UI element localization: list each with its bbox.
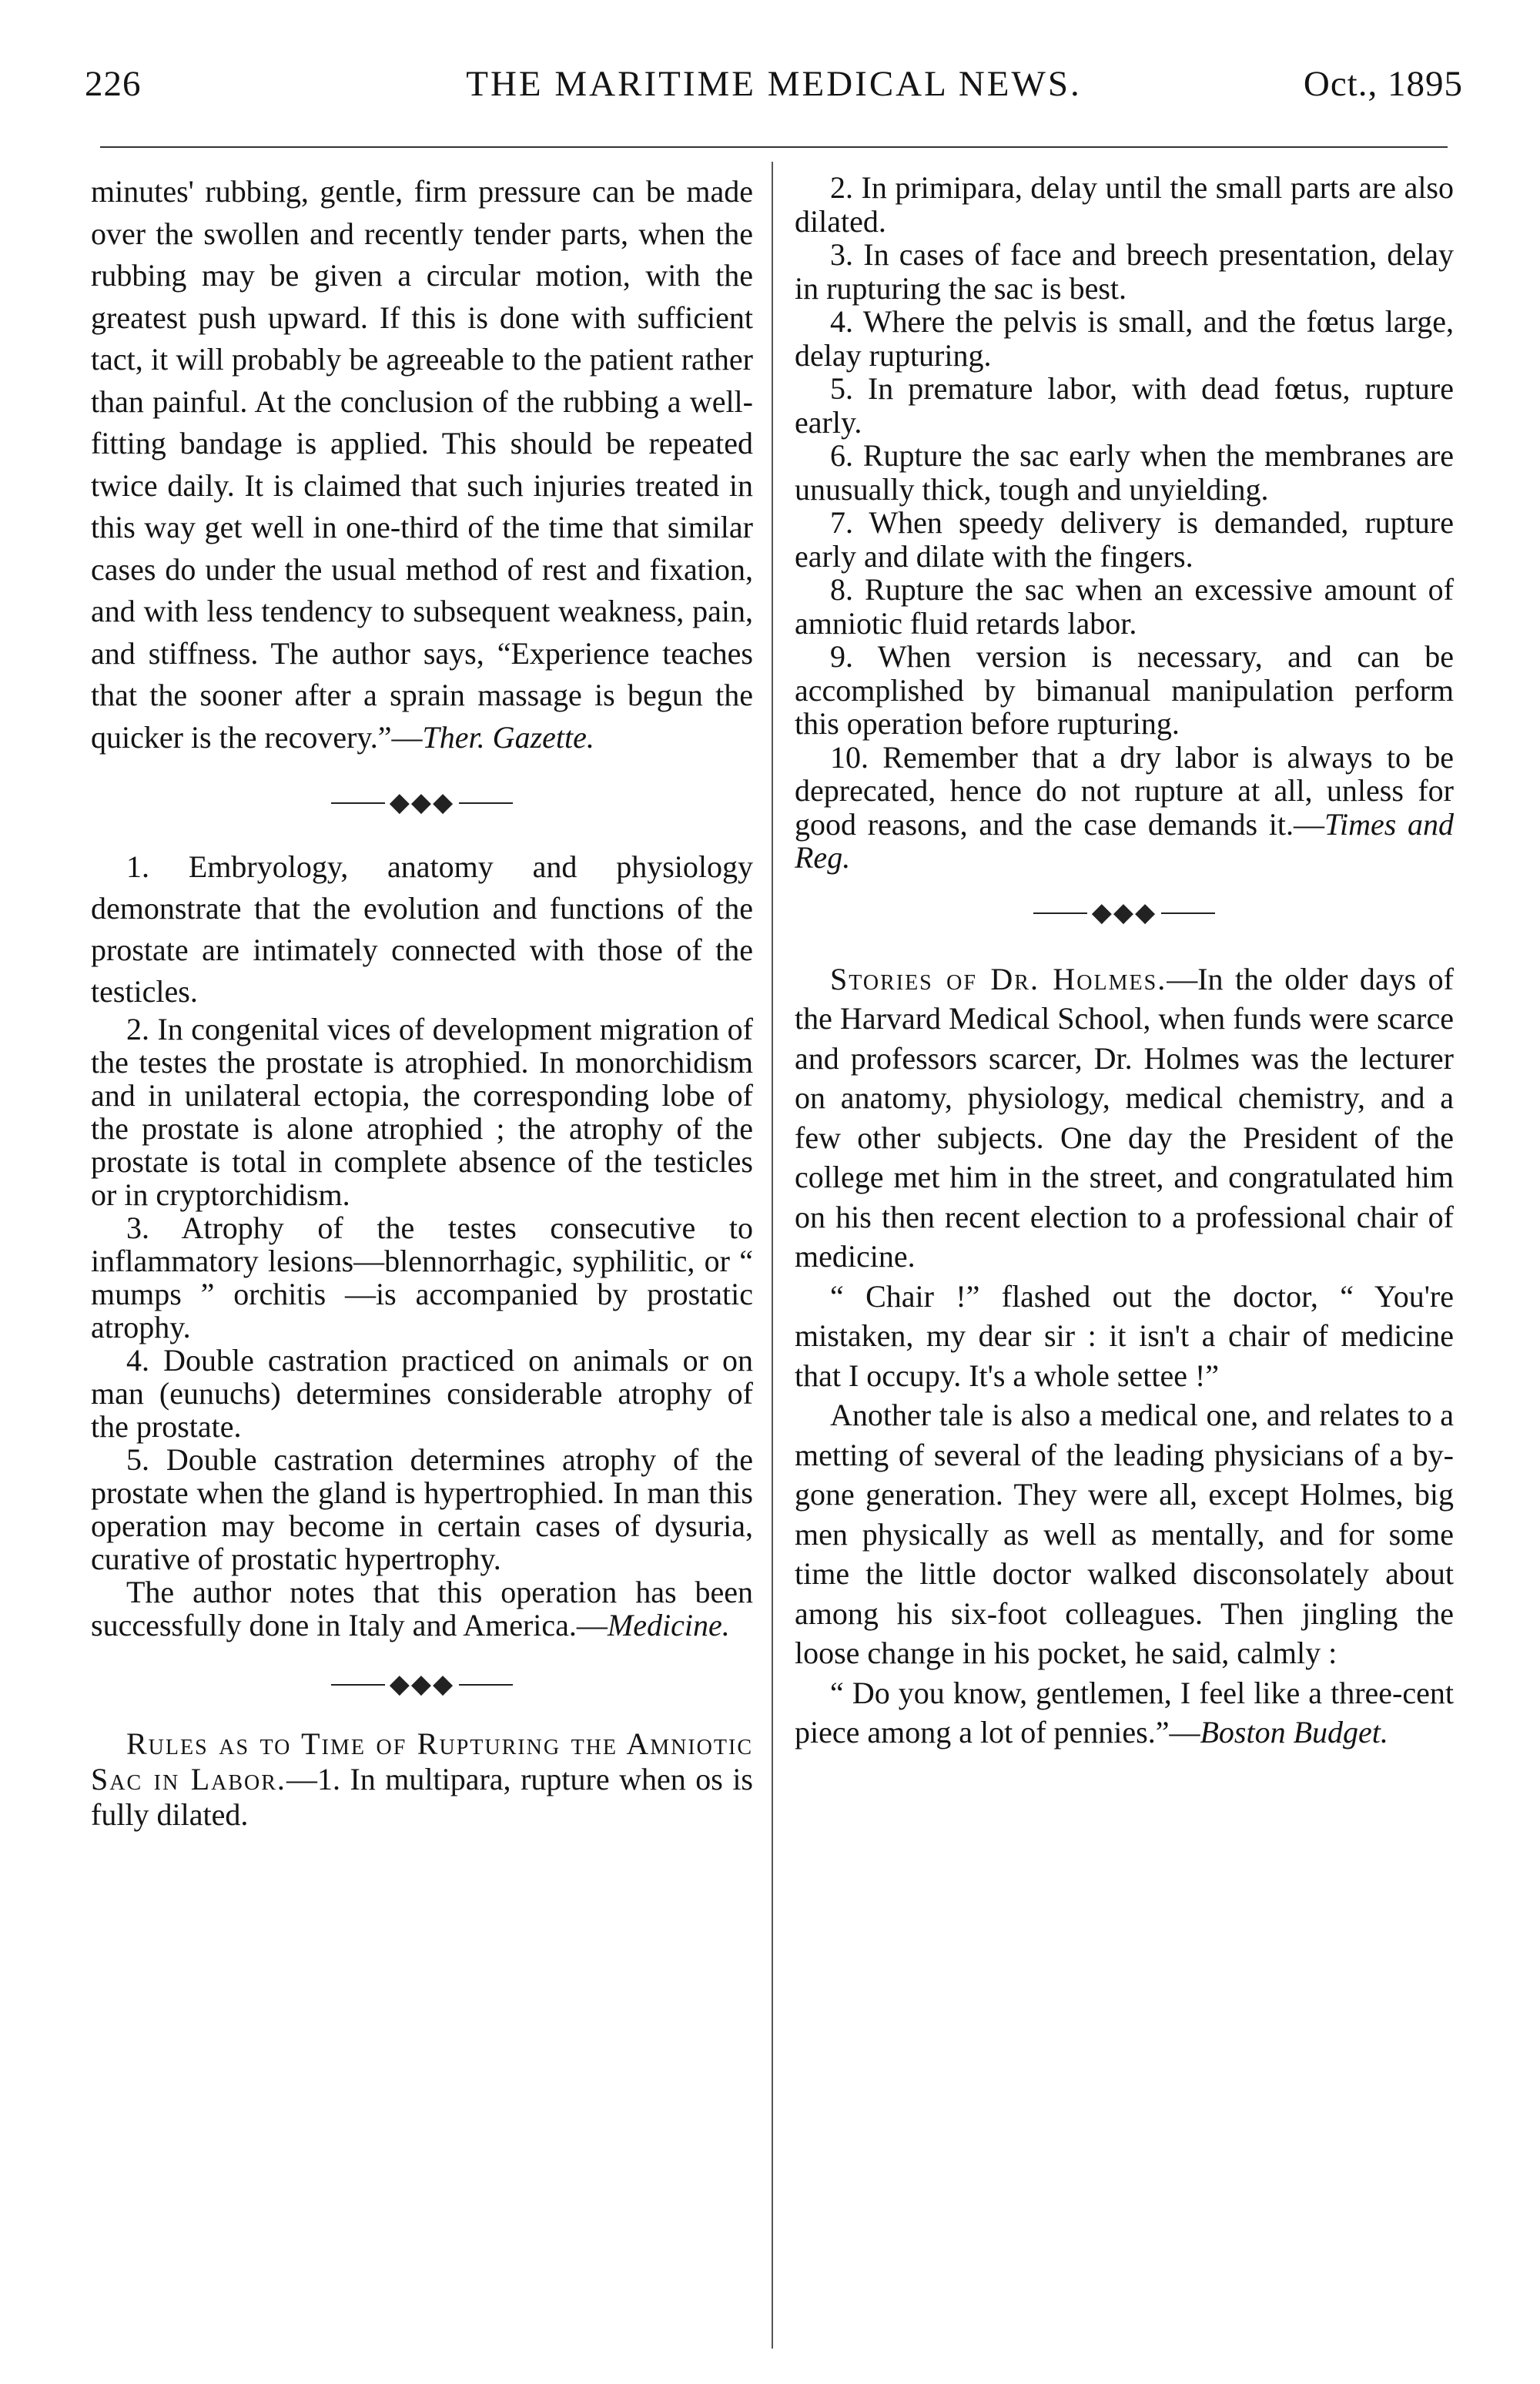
massage-paragraph bbox=[91, 171, 753, 758]
page-header bbox=[85, 63, 1463, 122]
prostate-item: 5. Double castration determines atrophy of the prostate when the gland is hypertrophied. In man this operation may become in certain cases of dysuria, curative of prostatic hypertrophy. bbox=[91, 1442, 753, 1577]
rules-item-text: 10. Remember that a dry labor is always to be deprecated, hence do not rupture at all, unless for good reasons, and the case demands it.— bbox=[795, 739, 1454, 842]
rules-intro-paragraph bbox=[91, 1726, 753, 1833]
rules-item: 5. In premature labor, with dead fœtus, rupture early. bbox=[795, 371, 1454, 440]
rules-heading: Rules as to Time of Rupturing the Amniotic Sac in Labor. bbox=[91, 1726, 753, 1797]
holmes-article bbox=[795, 959, 1454, 1753]
holmes-punchline: “ Do you know, gentlemen, I feel like a three-cent piece among a lot of pennies.”— bbox=[795, 1675, 1454, 1750]
holmes-punchline-paragraph bbox=[795, 1673, 1454, 1753]
holmes-intro-paragraph bbox=[795, 959, 1454, 1277]
right-column bbox=[795, 171, 1454, 1753]
prostate-item: 3. Atrophy of the testes consecutive to inflammatory lesions—blennorrhagic, syphilitic, or “ mumps ” orchitis —is accompanied by prostatic atrophy. bbox=[91, 1210, 753, 1345]
rules-citation: Times and Reg. bbox=[795, 806, 1454, 875]
rules-item: 7. When speedy delivery is demanded, rupture early and dilate with the fingers. bbox=[795, 505, 1454, 574]
holmes-intro-text: —In the older days of the Harvard Medical School, when funds were scarce and professors scarcer, Dr. Holmes was the lecturer on anatomy, physiology, medical chemistry, and a few other subjects. One day the President of the college met him in the street, and congratulated him on his then recent election to a professional chair of medicine. bbox=[795, 961, 1455, 1274]
rules-item: 4. Where the pelvis is small, and the fœtus large, delay rupturing. bbox=[795, 304, 1454, 373]
rules-item-1: —1. In multipara, rupture when os is fully dilated. bbox=[91, 1762, 753, 1833]
rules-item: 6. Rupture the sac early when the membranes are unusually thick, tough and unyielding. bbox=[795, 438, 1454, 507]
section-ornament: ◆◆◆ bbox=[795, 896, 1454, 929]
massage-article bbox=[91, 171, 753, 758]
issue-date: Oct., 1895 bbox=[1303, 64, 1463, 104]
rules-article-start bbox=[91, 1726, 753, 1833]
massage-citation: Ther. Gazette. bbox=[422, 719, 594, 755]
prostate-item: 2. In congenital vices of development migration of the testes the prostate is atrophied. In monorchidism and in unilateral ectopia, the corresponding lobe of the prostate is alone atrophied ; the atrophy of the prostate is total in complete absence of the testicles or in cryptorchidism. bbox=[91, 1012, 753, 1213]
prostate-citation: Medicine. bbox=[607, 1608, 730, 1643]
prostate-item: 1. Embryology, anatomy and physiology demonstrate that the evolution and functions of the prostate are intimately connected with those of the testicles. bbox=[91, 849, 753, 1010]
massage-text: minutes' rubbing, gentle, firm pressure can be made over the swollen and recently tender parts, when the rubbing may be given a circular motion, with the greatest push upward. If this is done with sufficient tact, it will probably be agreeable to the patient rather than painful. At the conclusion of the rubbing a well-fitting bandage is applied. This should be repeated twice daily. It is claimed that such injuries treated in this way get well in one-third of the time that similar cases do under the usual method of rest and fixation, and with less tendency to subsequent weakness, pain, and stiffness. The author says, “Experience teaches that the sooner after a sprain massage is begun the quicker is the recovery.”— bbox=[91, 174, 753, 755]
prostate-closing-paragraph bbox=[91, 1575, 753, 1642]
prostate-article bbox=[91, 846, 753, 1642]
header-rule bbox=[100, 146, 1448, 148]
column-divider bbox=[772, 162, 773, 2349]
holmes-citation: Boston Budget. bbox=[1200, 1715, 1388, 1750]
section-ornament: ◆◆◆ bbox=[91, 1668, 753, 1700]
prostate-closing-text: The author notes that this operation has been successfully done in Italy and America.— bbox=[91, 1575, 753, 1643]
holmes-quote: “ Chair !” flashed out the doctor, “ You're mistaken, my dear sir : it isn't a chair of medicine that I occupy. It's a whole settee !” bbox=[795, 1278, 1454, 1393]
rules-item: 2. In primipara, delay until the small parts are also dilated. bbox=[795, 170, 1454, 239]
page-number: 226 bbox=[85, 64, 142, 104]
rules-item: 8. Rupture the sac when an excessive amount of amniotic fluid retards labor. bbox=[795, 572, 1454, 641]
holmes-heading: Stories of Dr. Holmes. bbox=[830, 961, 1167, 996]
left-column bbox=[91, 171, 753, 1833]
rules-item-last bbox=[795, 741, 1454, 875]
journal-title: THE MARITIME MEDICAL NEWS. bbox=[466, 64, 1082, 104]
rules-item: 3. In cases of face and breech presentation, delay in rupturing the sac is best. bbox=[795, 237, 1454, 306]
section-ornament: ◆◆◆ bbox=[91, 786, 753, 819]
rules-article-continued bbox=[795, 171, 1454, 875]
prostate-item: 4. Double castration practiced on animals or on man (eunuchs) determines considerable atrophy of the prostate. bbox=[91, 1343, 753, 1445]
holmes-tale: Another tale is also a medical one, and relates to a metting of several of the leading physicians of a by-gone generation. They were all, except Holmes, big men physically as well as mentally, and for some time the little doctor walked disconsolately about among his six-foot colleagues. Then jingling the loose change in his pocket, he said, calmly : bbox=[795, 1398, 1454, 1671]
rules-item: 9. When version is necessary, and can be accomplished by bimanual manipulation perform this operation before rupturing. bbox=[795, 639, 1454, 741]
